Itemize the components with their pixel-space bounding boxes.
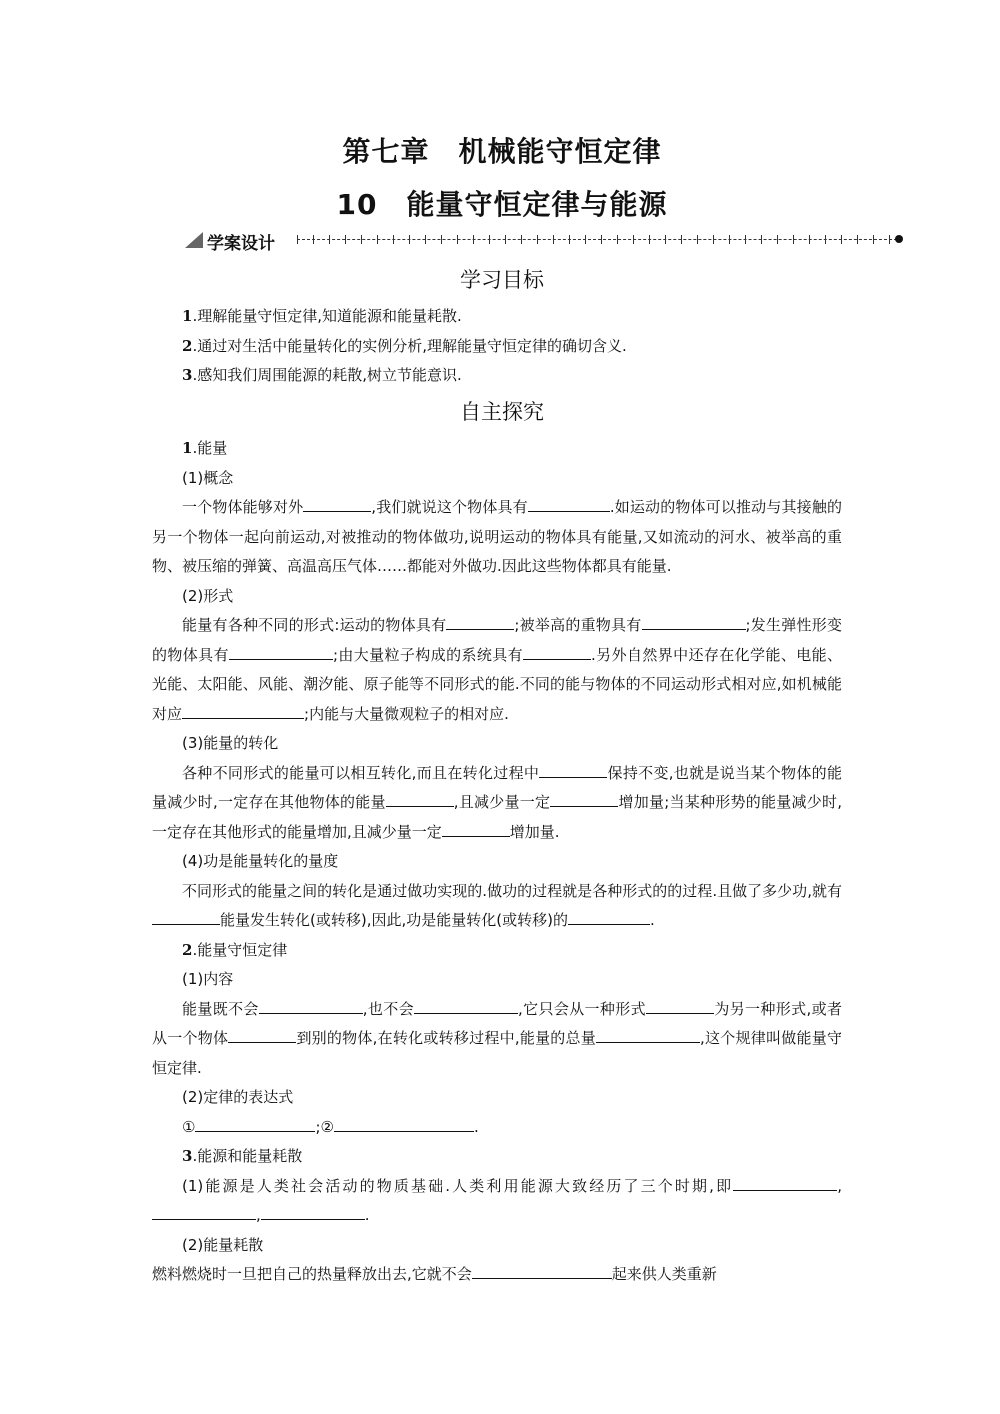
explore-body xyxy=(152,434,842,1290)
paragraph: (1)能源是人类社会活动的物质基础.人类利用能源大致经历了三个时期,即 ,, . xyxy=(152,1172,842,1231)
rule-line xyxy=(297,239,897,240)
fill-blank[interactable] xyxy=(596,1027,700,1043)
fill-blank[interactable] xyxy=(195,1116,315,1132)
fill-blank[interactable] xyxy=(446,614,514,630)
paragraph: 能量既不会 ,也不会 ,它只会从一种形式 为另一种形式,或者从一个物体 到别的物体,在转化或转移过程中,能量的总量 ,这个规律叫做能量守恒定律. xyxy=(152,999,842,1077)
subsection-title: 2.能量守恒定律 xyxy=(182,940,288,959)
subsection-title: 1.能量 xyxy=(182,439,228,457)
paragraph: 能量有各种不同的形式:运动的物体具有 ;被举高的重物具有 ;发生弹性形变的物体具有 ;由大量粒子构成的系统具有 .另外自然界中还存在化学能、电能、光能、太阳能、风能、潮汐能、原子能等不同形式的能.不同的能与物体的不同运动形式相对应,如机械能对应 ;内能与大量微观粒子的相对应. xyxy=(152,616,842,723)
goal-item: 2.通过对生活中能量转化的实例分析,理解能量守恒定律的确切含义. xyxy=(182,336,627,355)
item-title: (1)概念 xyxy=(182,468,234,487)
item-title: (2)定律的表达式 xyxy=(182,1088,294,1106)
goals-list xyxy=(152,302,842,391)
fill-blank[interactable] xyxy=(261,1204,365,1220)
item-title: (2)能量耗散 xyxy=(182,1235,264,1254)
item-title: (2)形式 xyxy=(182,586,234,605)
section-banner xyxy=(185,229,905,254)
item-title: (1)内容 xyxy=(182,970,234,988)
bullet-dot-icon xyxy=(895,235,903,243)
fill-blank[interactable] xyxy=(472,1263,612,1279)
fill-blank[interactable] xyxy=(733,1175,837,1191)
item-title: (4)功是能量转化的量度 xyxy=(182,852,339,870)
paragraph: ① ;② . xyxy=(182,1117,479,1136)
fill-blank[interactable] xyxy=(568,909,650,925)
fill-blank[interactable] xyxy=(152,909,220,925)
fill-blank[interactable] xyxy=(259,998,363,1014)
fill-blank[interactable] xyxy=(303,496,371,512)
paragraph: 不同形式的能量之间的转化是通过做功实现的.做功的过程就是各种形式的的过程.且做了多少功,就有能量发生转化(或转移),因此,功是能量转化(或转移)的 . xyxy=(152,877,842,936)
goal-item: 1.理解能量守恒定律,知道能源和能量耗散. xyxy=(182,307,462,325)
fill-blank[interactable] xyxy=(334,1116,474,1132)
fill-blank[interactable] xyxy=(642,614,746,630)
fill-blank[interactable] xyxy=(414,998,518,1014)
explore-heading: 自主探究 xyxy=(460,400,544,424)
banner-label: 学案设计 xyxy=(207,234,275,254)
goals-heading: 学习目标 xyxy=(460,268,544,292)
fill-blank[interactable] xyxy=(539,762,607,778)
chapter-title: 第七章 机械能守恒定律 xyxy=(342,135,662,168)
lesson-title: 10 能量守恒定律与能源 xyxy=(336,188,668,221)
fill-blank[interactable] xyxy=(152,1204,256,1220)
paragraph: 燃料燃烧时一旦把自己的热量释放出去,它就不会 起来供人类重新 xyxy=(152,1265,717,1283)
paragraph: 各种不同形式的能量可以相互转化,而且在转化过程中 保持不变,也就是说当某个物体的能量减少时,一定存在其他物体的能量 ,且减少量一定 增加量;当某种形势的能量减少时,一定存在其他形式的能量增加,且减少量一定 增加量. xyxy=(152,763,842,841)
fill-blank[interactable] xyxy=(229,644,333,660)
fill-blank[interactable] xyxy=(550,791,618,807)
subsection-title: 3.能源和能量耗散 xyxy=(182,1147,303,1165)
fill-blank[interactable] xyxy=(646,998,714,1014)
goal-item: 3.感知我们周围能源的耗散,树立节能意识. xyxy=(182,366,462,384)
paragraph: 一个物体能够对外 ,我们就说这个物体具有 .如运动的物体可以推动与其接触的另一个物体一起向前运动,对被推动的物体做功,说明运动的物体具有能量,又如流动的河水、被举高的重物、被压缩的弹簧、高温高压气体……都能对外做功.因此这些物体都具有能量. xyxy=(152,498,842,575)
triangle-icon xyxy=(185,232,203,248)
item-title: (3)能量的转化 xyxy=(182,734,279,752)
fill-blank[interactable] xyxy=(386,791,454,807)
fill-blank[interactable] xyxy=(228,1027,296,1043)
fill-blank[interactable] xyxy=(442,821,510,837)
fill-blank[interactable] xyxy=(523,644,591,660)
fill-blank[interactable] xyxy=(528,496,610,512)
fill-blank[interactable] xyxy=(182,703,304,719)
